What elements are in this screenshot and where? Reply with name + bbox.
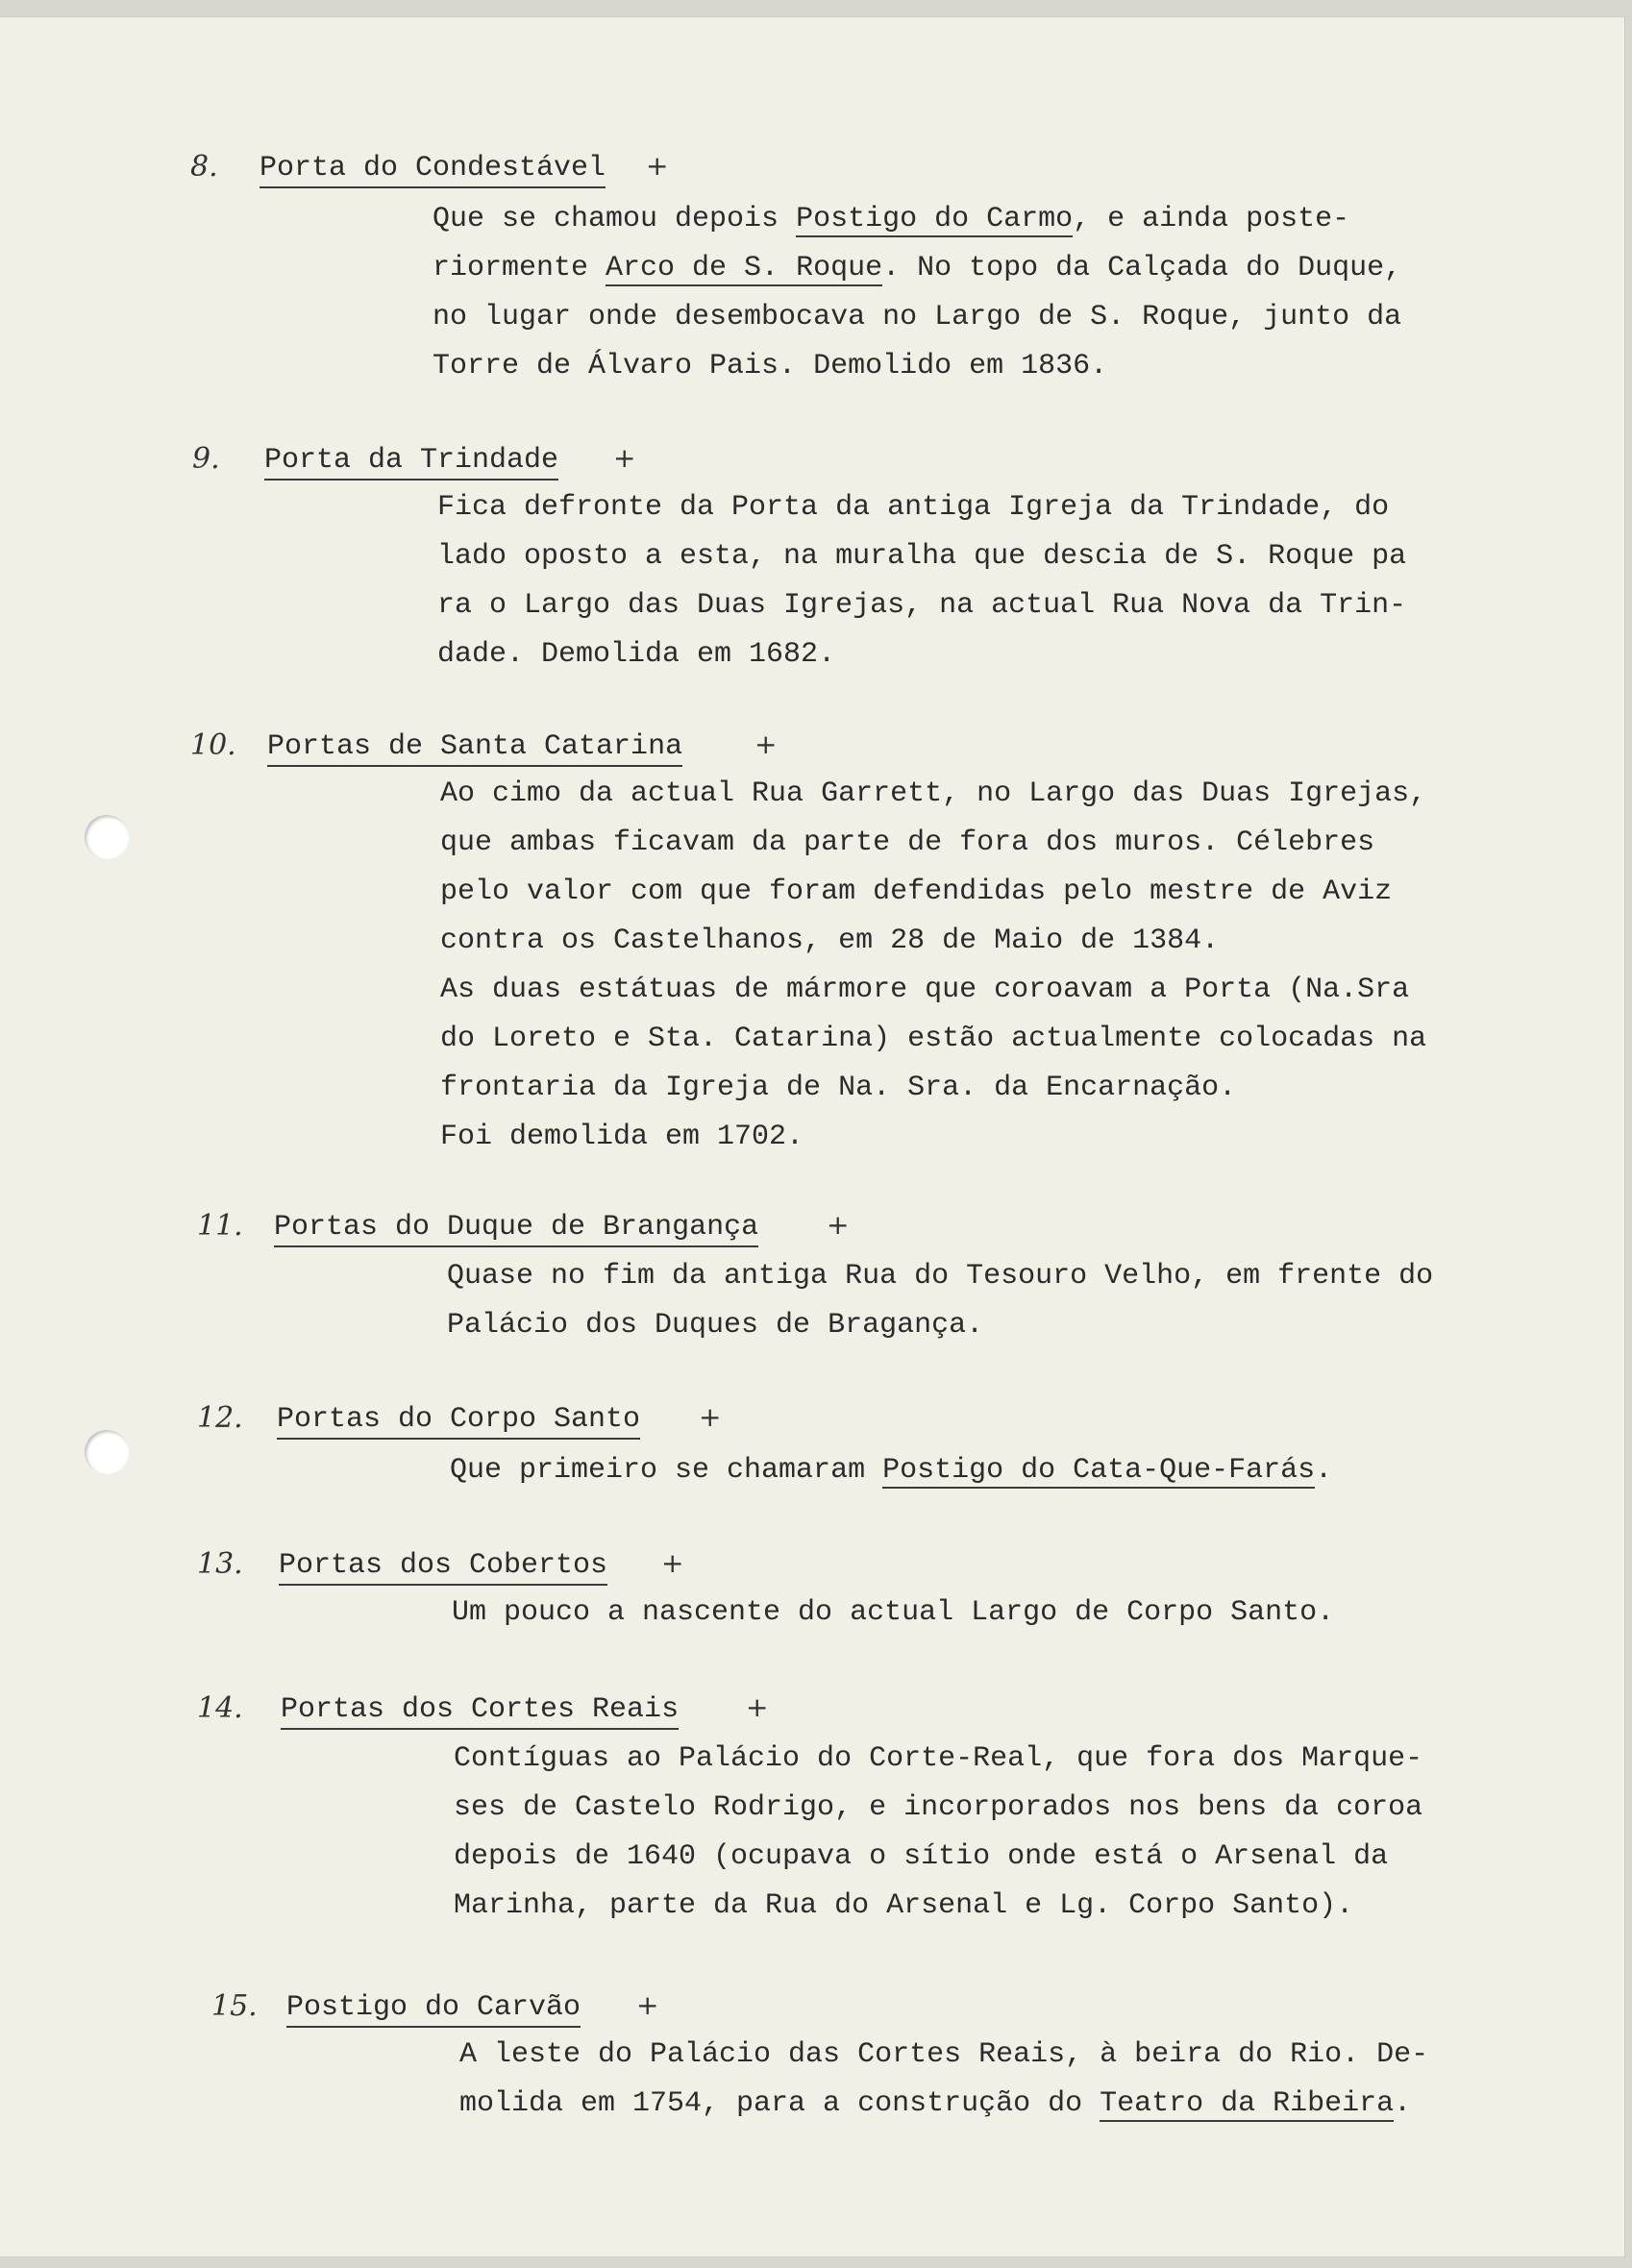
text-segment: Foi demolida em 1702. (440, 1121, 804, 1153)
description-line (433, 243, 1401, 293)
cross-mark: + (746, 1691, 769, 1723)
text-segment: pelo valor com que foram defendidas pelo mestre de Aviz (440, 875, 1393, 908)
description-line (433, 194, 1349, 244)
punch-hole-upper (85, 815, 129, 859)
description-line (440, 916, 1219, 966)
cross-mark: + (613, 442, 636, 474)
description-line (440, 965, 1409, 1015)
cross-mark: + (646, 150, 669, 182)
entry-title: Portas de Santa Catarina (267, 730, 682, 767)
description-line (437, 580, 1406, 630)
text-segment: . (1394, 2087, 1412, 2120)
text-segment: Ao cimo da actual Rua Garrett, no Largo das Duas Igrejas, (440, 777, 1427, 810)
text-segment: dade. Demolida em 1682. (437, 638, 836, 671)
text-segment: Palácio dos Duques de Bragança. (447, 1309, 984, 1342)
text-segment: Que primeiro se chamaram (450, 1454, 883, 1487)
text-segment: que ambas ficavam da parte de fora dos muros. Célebres (440, 826, 1375, 859)
description-line (433, 341, 1107, 391)
entry-title: Portas do Duque de Brangança (274, 1211, 758, 1247)
description-line (440, 818, 1374, 868)
text-segment: frontaria da Igreja de Na. Sra. da Encarnação. (440, 1072, 1237, 1104)
text-segment: . (1315, 1454, 1333, 1487)
description-line (459, 2079, 1411, 2129)
text-segment: Marinha, parte da Rua do Arsenal e Lg. Corpo Santo). (454, 1889, 1354, 1922)
entry-number: 8. (190, 150, 218, 184)
cross-mark: + (827, 1209, 850, 1241)
entry-number: 10. (190, 728, 236, 762)
entry-title: Portas do Corpo Santo (277, 1403, 640, 1440)
entry-title: Portas dos Cobertos (279, 1549, 607, 1586)
cross-mark: + (699, 1401, 722, 1433)
description-line (447, 1251, 1433, 1301)
text-segment: lado oposto a esta, na muralha que descia de S. Roque pa (437, 540, 1407, 573)
entry-title: Portas dos Cortes Reais (281, 1693, 679, 1730)
description-line (454, 1734, 1422, 1784)
text-segment: Torre de Álvaro Pais. Demolido em 1836. (433, 350, 1108, 382)
description-line (437, 482, 1389, 532)
text-segment: As duas estátuas de mármore que coroavam a Porta (Na.Sra (440, 974, 1410, 1006)
text-segment: riormente (433, 252, 606, 284)
text-segment: Um pouco a nascente do actual Largo de Corpo Santo. (452, 1596, 1335, 1629)
description-line (454, 1881, 1353, 1931)
description-line (459, 2030, 1428, 2080)
text-segment: Fica defronte da Porta da antiga Igreja da Trindade, do (437, 491, 1390, 524)
text-segment: Contíguas ao Palácio do Corte-Real, que fora dos Marque- (454, 1742, 1423, 1775)
entry-title: Porta da Trindade (264, 444, 558, 481)
cross-mark: + (754, 728, 778, 760)
punch-hole-lower (85, 1430, 129, 1474)
text-segment: ra o Largo das Duas Igrejas, na actual Rua Nova da Trin- (437, 589, 1407, 622)
description-line (440, 867, 1392, 917)
underlined-reference: Arco de S. Roque (606, 252, 883, 284)
entry-number: 15. (211, 1989, 258, 2023)
text-segment: depois de 1640 (ocupava o sítio onde está o Arsenal da (454, 1840, 1389, 1873)
text-segment: do Loreto e Sta. Catarina) estão actualmente colocadas na (440, 1023, 1427, 1055)
description-line (454, 1832, 1388, 1882)
text-segment: no lugar onde desembocava no Largo de S. Roque, junto da (433, 301, 1402, 333)
underlined-reference: Teatro da Ribeira (1100, 2087, 1395, 2120)
entry-number: 12. (197, 1401, 243, 1435)
text-segment: contra os Castelhanos, em 28 de Maio de 1384. (440, 924, 1220, 957)
text-segment: ses de Castelo Rodrigo, e incorporados nos bens da coroa (454, 1791, 1423, 1824)
description-line (454, 1783, 1422, 1833)
entry-title: Postigo do Carvão (286, 1991, 581, 2028)
description-line (440, 769, 1426, 819)
entry-number: 9. (192, 442, 220, 476)
description-line (437, 531, 1406, 581)
entry-number: 11. (197, 1209, 243, 1243)
description-line (437, 629, 835, 679)
underlined-reference: Postigo do Cata-Que-Farás (882, 1454, 1316, 1487)
description-line (433, 292, 1401, 342)
text-segment: Quase no fim da antiga Rua do Tesouro Velho, em frente do (447, 1260, 1434, 1293)
description-line (450, 1445, 1332, 1495)
text-segment: Que se chamou depois (433, 203, 797, 235)
description-line (447, 1300, 983, 1350)
entry-number: 13. (197, 1547, 243, 1581)
text-segment: molida em 1754, para a construção do (459, 2087, 1100, 2120)
underlined-reference: Postigo do Carmo (796, 203, 1074, 235)
description-line (440, 1014, 1426, 1064)
text-segment: , e ainda poste- (1073, 203, 1350, 235)
description-line (440, 1063, 1236, 1113)
cross-mark: + (636, 1989, 659, 2021)
description-line (440, 1112, 804, 1162)
cross-mark: + (661, 1547, 684, 1579)
entry-title: Porta do Condestável (260, 152, 606, 188)
description-line (452, 1588, 1334, 1638)
text-segment: . No topo da Calçada do Duque, (882, 252, 1402, 284)
text-segment: A leste do Palácio das Cortes Reais, à beira do Rio. De- (459, 2038, 1429, 2071)
entry-number: 14. (197, 1691, 243, 1725)
